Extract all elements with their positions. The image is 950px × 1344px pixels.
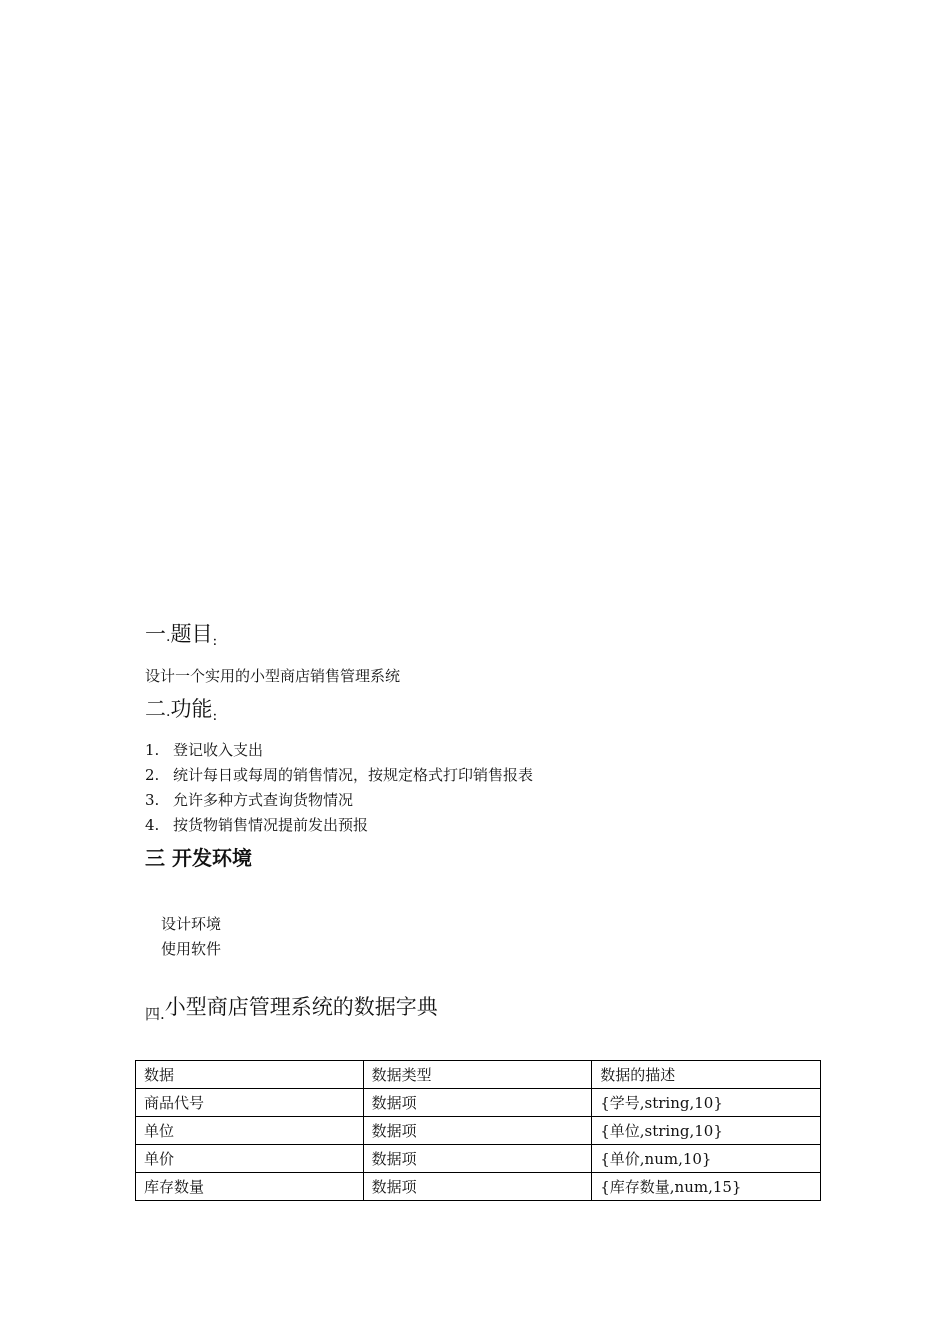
section1-colon: :	[212, 633, 218, 649]
header-cell-type: 数据类型	[363, 1061, 592, 1089]
table-cell: 单位	[136, 1117, 364, 1145]
section2-heading	[145, 696, 217, 729]
table-cell: {单位,string,10}	[592, 1117, 821, 1145]
list-item	[145, 790, 745, 815]
section2-dot: .	[166, 704, 171, 720]
list-item-number: 1.	[145, 741, 160, 759]
table-cell: {库存数量,num,15}	[592, 1173, 821, 1201]
header-cell-description: 数据的描述	[592, 1061, 821, 1089]
section3-item-design-env: 设计环境	[161, 915, 222, 933]
table-header-row	[136, 1061, 821, 1089]
table-cell: 数据项	[363, 1117, 592, 1145]
table-row	[136, 1089, 821, 1117]
table-row	[136, 1145, 821, 1173]
section2-title: 功能	[170, 697, 213, 721]
section1-heading	[145, 621, 217, 654]
section3-item-software: 使用软件	[161, 940, 222, 958]
header-cell-data: 数据	[136, 1061, 364, 1089]
table-cell: 数据项	[363, 1145, 592, 1173]
section4-title: 小型商店管理系统的数据字典	[164, 995, 438, 1019]
section1-dot: .	[166, 629, 171, 645]
list-item-number: 4.	[145, 816, 160, 834]
section4-number: 四.	[145, 1005, 165, 1023]
table-row	[136, 1173, 821, 1201]
table-cell: 数据项	[363, 1173, 592, 1201]
section1-body: 设计一个实用的小型商店销售管理系统	[145, 667, 401, 685]
section2-colon: :	[212, 708, 218, 724]
section1-title: 题目	[170, 622, 213, 646]
table-cell: 单价	[136, 1145, 364, 1173]
table-cell: 数据项	[363, 1089, 592, 1117]
section4-heading	[145, 994, 438, 1027]
list-item-number: 3.	[145, 791, 160, 809]
list-item-text: 允许多种方式查询货物情况	[173, 791, 354, 809]
section1-number: 一	[145, 622, 166, 646]
function-list	[145, 740, 745, 840]
list-item-text: 按货物销售情况提前发出预报	[173, 816, 369, 834]
table-row	[136, 1117, 821, 1145]
table-cell: 库存数量	[136, 1173, 364, 1201]
table-cell: {单价,num,10}	[592, 1145, 821, 1173]
list-item	[145, 815, 745, 840]
list-item	[145, 765, 745, 790]
section3-heading: 三 开发环境	[145, 846, 252, 870]
list-item-text: 登记收入支出	[173, 741, 264, 759]
list-item	[145, 740, 745, 765]
list-item-text: 统计每日或每周的销售情况，按规定格式打印销售报表	[173, 766, 534, 784]
data-dictionary-table	[135, 1060, 821, 1201]
section2-number: 二	[145, 697, 166, 721]
list-item-number: 2.	[145, 766, 160, 784]
table-cell: {学号,string,10}	[592, 1089, 821, 1117]
table-cell: 商品代号	[136, 1089, 364, 1117]
